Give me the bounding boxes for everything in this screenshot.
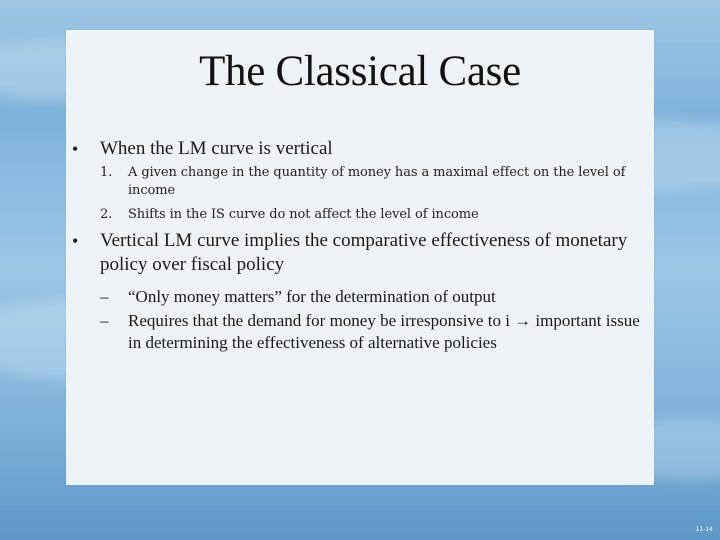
slide-content	[72, 137, 642, 354]
bullet-text: Vertical LM curve implies the comparative effectiveness of monetary policy over fiscal policy	[100, 230, 628, 275]
numbered-item-text: Shifts in the IS curve do not affect the level of income	[128, 207, 479, 222]
dash-item	[72, 286, 642, 308]
numbered-item	[72, 164, 642, 200]
bullet-item	[72, 137, 642, 161]
numbered-item	[72, 206, 642, 224]
bullet-text: When the LM curve is vertical	[100, 138, 333, 159]
dash-marker: –	[100, 311, 109, 330]
numbered-item-text: A given change in the quantity of money has a maximal effect on the level of income	[128, 165, 626, 198]
number-marker: 2.	[100, 207, 113, 222]
dash-marker: –	[100, 287, 109, 306]
dash-item-text: “Only money matters” for the determination of output	[128, 287, 496, 306]
dash-item	[72, 310, 642, 354]
number-marker: 1.	[100, 165, 113, 180]
bullet-marker: •	[72, 139, 79, 159]
bullet-marker: •	[72, 231, 79, 251]
dash-item-text: Requires that the demand for money be irresponsive to i → important issue in determining the effectiveness of alternative policies	[128, 311, 640, 352]
slide-title: The Classical Case	[199, 48, 521, 95]
slide-number: 11-14	[695, 526, 713, 533]
bullet-item	[72, 229, 642, 277]
